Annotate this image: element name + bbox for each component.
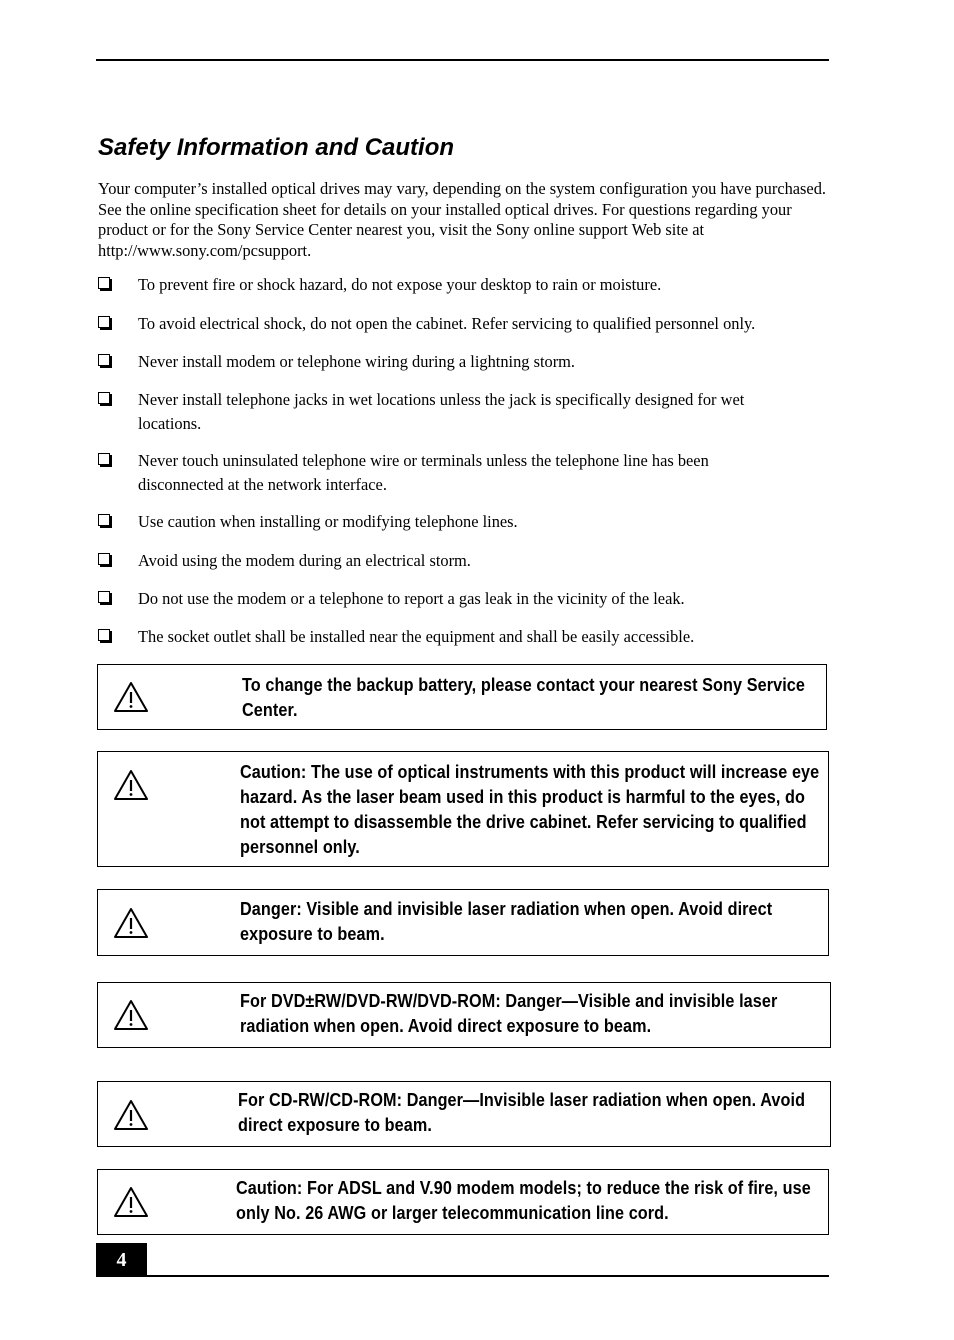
warning-triangle-icon [113,1099,149,1131]
warning-triangle-icon [113,1186,149,1218]
caution-text: Danger: Visible and invisible laser radiation when open. Avoid direct exposure to beam. [240,899,773,944]
page-number: 4 [96,1243,147,1277]
caution-text: Caution: The use of optical instruments with this product will increase eye hazard. As the laser beam used in this product is harmful to the eyes, do not attempt to disassemble the drive cabinet. Refer servicing to qualified personnel only. [240,762,820,857]
caution-box [97,982,831,1048]
checkbox-bullet-icon [98,354,110,366]
footer-rule [96,1275,829,1277]
caution-box [97,751,829,867]
caution-box [97,1081,831,1147]
list-item: Do not use the modem or a telephone to report a gas leak in the vicinity of the leak. [98,587,833,611]
list-item: Avoid using the modem during an electrical storm. [98,549,833,573]
list-item: The socket outlet shall be installed near the equipment and shall be easily accessible. [98,625,833,649]
list-item: Never install telephone jacks in wet locations unless the jack is specifically designed for wet locations. [98,388,808,436]
list-item: Never install modem or telephone wiring during a lightning storm. [98,350,833,374]
header-rule [96,59,829,61]
list-item: To prevent fire or shock hazard, do not expose your desktop to rain or moisture. [98,273,833,297]
checkbox-bullet-icon [98,277,110,289]
caution-box [97,889,829,956]
checkbox-bullet-icon [98,591,110,603]
caution-text: For CD-RW/CD-ROM: Danger—Invisible laser radiation when open. Avoid direct exposure to beam. [238,1090,806,1135]
caution-box [97,1169,829,1235]
list-item: To avoid electrical shock, do not open the cabinet. Refer servicing to qualified personnel only. [98,312,833,336]
warning-triangle-icon [113,681,149,713]
warning-triangle-icon [113,999,149,1031]
caution-text: To change the backup battery, please contact your nearest Sony Service Center. [242,675,805,720]
checkbox-bullet-icon [98,316,110,328]
checkbox-bullet-icon [98,392,110,404]
list-item: Never touch uninsulated telephone wire or terminals unless the telephone line has been disconnected at the network interface. [98,449,788,497]
checkbox-bullet-icon [98,553,110,565]
list-item: Use caution when installing or modifying telephone lines. [98,510,833,534]
checkbox-bullet-icon [98,629,110,641]
intro-paragraph: Your computer’s installed optical drives may vary, depending on the system configuration you have purchased. See the online specification sheet for details on your installed optical drives. For questions regarding your product or for the Sony Service Center nearest you, visit the Sony online support Web site at http://www.sony.com/pcsupport. [98,179,827,260]
caution-text: Caution: For ADSL and V.90 modem models; to reduce the risk of fire, use only No. 26 AWG or larger telecommunication line cord. [236,1178,811,1223]
page-title: Safety Information and Caution [98,134,455,161]
warning-triangle-icon [113,769,149,801]
warning-triangle-icon [113,907,149,939]
caution-text: For DVD±RW/DVD-RW/DVD-ROM: Danger—Visible and invisible laser radiation when open. Avoid direct exposure to beam. [240,991,778,1036]
checkbox-bullet-icon [98,514,110,526]
checkbox-bullet-icon [98,453,110,465]
caution-box [97,664,827,730]
